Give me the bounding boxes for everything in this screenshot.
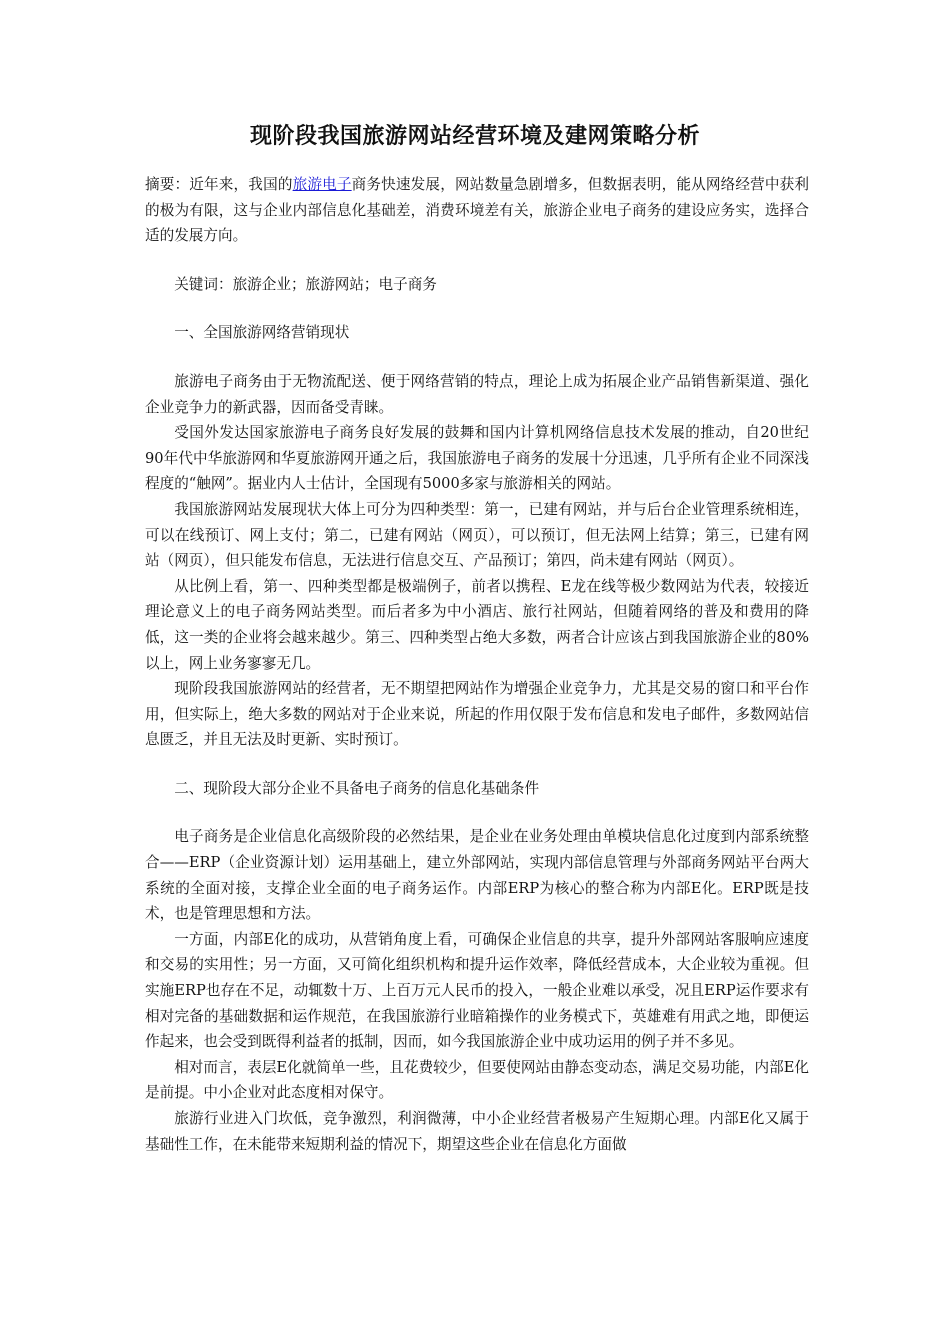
document-body [145,172,809,1157]
section-1-paragraph: 我国旅游网站发展现状大体上可分为四种类型：第一，已建有网站，并与后台企业管理系统相连，可以在线预订、网上支付；第二，已建有网站（网页），可以预订，但无法网上结算；第三，已建有网站（网页），但只能发布信息，无法进行信息交互、产品预订；第四，尚未建有网站（网页）。 [145,500,809,570]
abstract-prefix: 摘要：近年来，我国的 [145,176,293,193]
tourism-ecommerce-link[interactable]: 旅游电子 [292,176,352,193]
section-2-paragraph: 一方面，内部E化的成功，从营销角度上看，可确保企业信息的共享，提升外部网站客服响应速度和交易的实用性；另一方面，又可简化组织机构和提升运作效率，降低经营成本，大企业较为重视。但实施ERP也存在不足，动辄数十万、上百万元人民币的投入，一般企业难以承受，况且ERP运作要求有相对完备的基础数据和运作规范，在我国旅游行业暗箱操作的业务模式下，英雄难有用武之地，即便运作起来，也会受到既得利益者的抵制，因而，如今我国旅游企业中成功运用的例子并不多见。 [145,930,809,1051]
section-2-paragraph: 旅游行业进入门坎低，竞争激烈，利润微薄，中小企业经营者极易产生短期心理。内部E化又属于基础性工作，在未能带来短期利益的情况下，期望这些企业在信息化方面做 [145,1110,809,1153]
section-2-heading: 二、现阶段大部分企业不具备电子商务的信息化基础条件 [174,779,540,797]
section-2-paragraph: 电子商务是企业信息化高级阶段的必然结果，是企业在业务处理由单模块信息化过度到内部系统整合——ERP（企业资源计划）运用基础上，建立外部网站，实现内部信息管理与外部商务网站平台两大系统的全面对接，支撑企业全面的电子商务运作。内部ERP为核心的整合称为内部E化。ERP既是技术，也是管理思想和方法。 [145,828,809,923]
section-2-paragraph: 相对而言，表层E化就简单一些，且花费较少，但要使网站由静态变动态，满足交易功能，内部E化是前提。中小企业对此态度相对保守。 [145,1058,809,1102]
section-1-heading: 一、全国旅游网络营销现状 [174,324,350,342]
document-title: 现阶段我国旅游网站经营环境及建网策略分析 [249,124,700,149]
keywords-line: 关键词：旅游企业；旅游网站；电子商务 [174,275,437,293]
section-1-paragraph: 受国外发达国家旅游电子商务良好发展的鼓舞和国内计算机网络信息技术发展的推动，自20世纪90年代中华旅游网和华夏旅游网开通之后，我国旅游电子商务的发展十分迅速，几乎所有企业不同深浅程度的“触网”。据业内人士估计，全国现有5000多家与旅游相关的网站。 [145,424,809,493]
abstract-rest: 商务快速发展，网站数量急剧增多，但数据表明，能从网络经营中获利的极为有限，这与企业内部信息化基础差，消费环境差有关，旅游企业电子商务的建设应务实，选择合适的发展方向。 [145,176,809,245]
abstract-paragraph [145,172,809,249]
section-1-paragraph: 从比例上看，第一、四种类型都是极端例子，前者以携程、E龙在线等极少数网站为代表，较接近理论意义上的电子商务网站类型。而后者多为中小酒店、旅行社网站，但随着网络的普及和费用的降低，这一类的企业将会越来越少。第三、四种类型占绝大多数，两者合计应该占到我国旅游企业的80%以上，网上业务寥寥无几。 [145,577,809,672]
section-1-paragraph: 旅游电子商务由于无物流配送、便于网络营销的特点，理论上成为拓展企业产品销售新渠道、强化企业竞争力的新武器，因而备受青睐。 [145,372,809,416]
section-1-paragraph: 现阶段我国旅游网站的经营者，无不期望把网站作为增强企业竞争力，尤其是交易的窗口和平台作用，但实际上，绝大多数的网站对于企业来说，所起的作用仅限于发布信息和发电子邮件，多数网站信息匮乏，并且无法及时更新、实时预订。 [145,680,809,749]
